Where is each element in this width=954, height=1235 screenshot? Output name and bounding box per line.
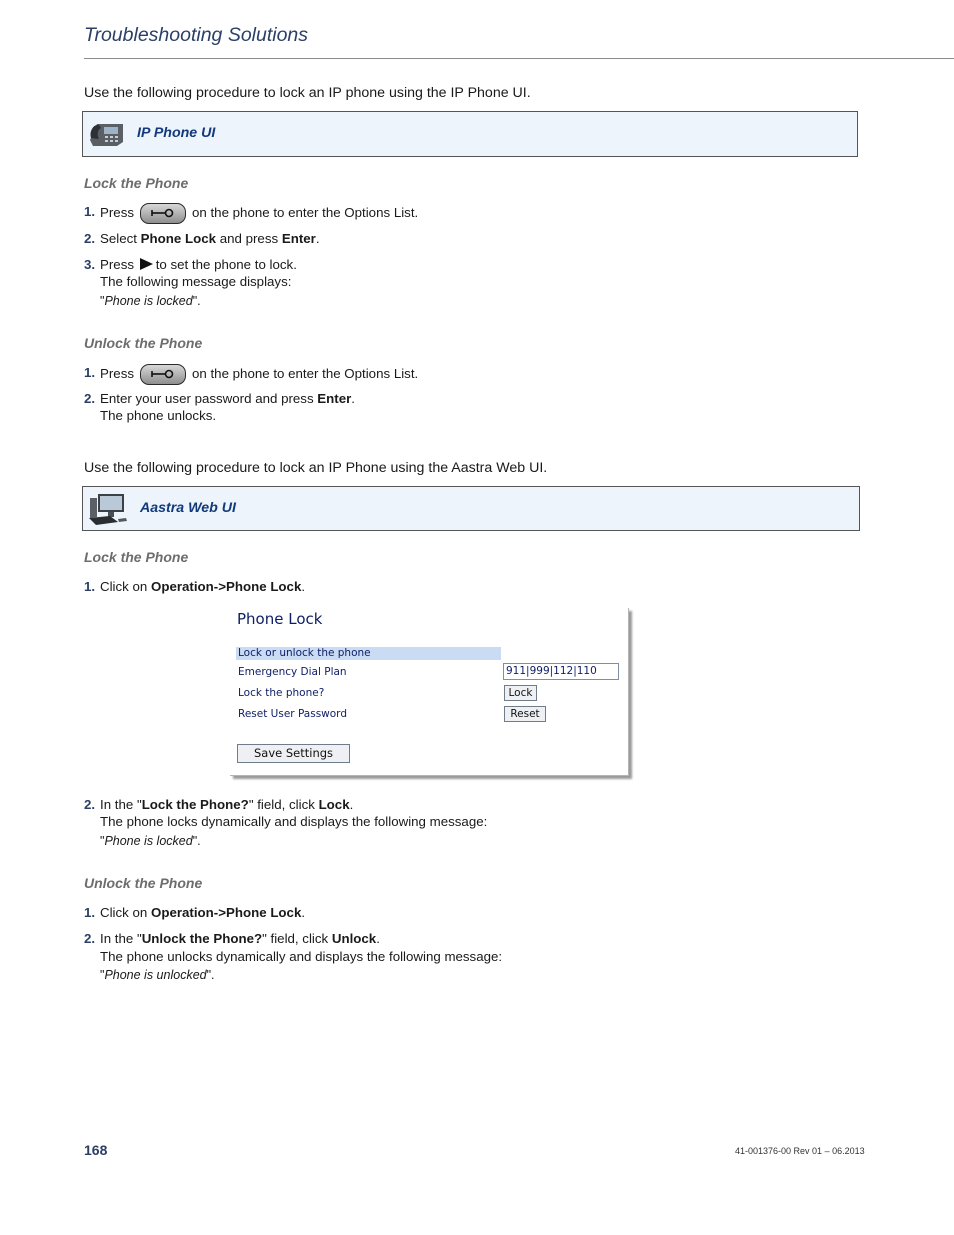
phone-lock-screenshot xyxy=(230,608,629,776)
italic-message: Phone is locked xyxy=(104,834,193,848)
bold-text: Lock the Phone? xyxy=(141,797,249,812)
text: Click on xyxy=(100,905,151,920)
step-line2: The phone unlocks dynamically and displays the following message: xyxy=(100,949,503,964)
step-number: 2. xyxy=(84,231,96,246)
italic-message: Phone is locked xyxy=(104,294,193,308)
bold-text: Unlock the Phone? xyxy=(141,931,263,946)
bold-text: Operation->Phone Lock xyxy=(151,905,302,920)
subhead-lock-phone-ui: Lock the Phone xyxy=(84,175,189,191)
emergency-dial-plan-input[interactable]: 911|999|112|110 xyxy=(503,663,619,680)
page-number: 168 xyxy=(84,1142,108,1158)
bold-text: Operation->Phone Lock xyxy=(151,579,302,594)
step-line2: The phone locks dynamically and displays the following message: xyxy=(100,814,488,829)
text: " field, click xyxy=(248,797,319,812)
subhead-lock-web-ui: Lock the Phone xyxy=(84,549,189,565)
step-text-post: on the phone to enter the Options List. xyxy=(192,366,419,382)
step-text xyxy=(100,364,418,385)
banner-aastra-web-ui-label: Aastra Web UI xyxy=(140,500,236,516)
step-message xyxy=(100,966,215,984)
text: . xyxy=(349,797,354,812)
text: Select xyxy=(100,231,141,246)
lock-button[interactable]: Lock xyxy=(504,685,537,701)
subhead-unlock-phone-ui: Unlock the Phone xyxy=(84,335,203,351)
phone-lock-title: Phone Lock xyxy=(237,610,323,628)
text: . xyxy=(376,931,380,946)
intro-web-ui: Use the following procedure to lock an IP Phone using the Aastra Web UI. xyxy=(84,460,548,476)
text: . xyxy=(351,391,355,406)
step-message xyxy=(100,292,201,310)
step-text-post: on the phone to enter the Options List. xyxy=(192,205,419,221)
text: ". xyxy=(206,968,215,982)
desk-phone-icon xyxy=(87,118,127,153)
step-text-pre: Press xyxy=(100,205,134,221)
bold-text: Unlock xyxy=(331,931,377,946)
step-text xyxy=(100,904,305,922)
step-web-lock-1 xyxy=(0,578,954,598)
step-text xyxy=(100,256,297,274)
right-arrow-key-icon xyxy=(140,258,153,270)
document-id: 41-001376-00 Rev 01 – 06.2013 xyxy=(735,1146,865,1156)
bold-text: Enter xyxy=(317,391,352,406)
step-text xyxy=(100,796,353,814)
step-number: 1. xyxy=(84,579,96,594)
emergency-dial-plan-label: Emergency Dial Plan xyxy=(238,666,347,678)
computer-monitor-icon xyxy=(88,492,128,529)
options-key-icon xyxy=(140,364,186,385)
reset-button[interactable]: Reset xyxy=(504,706,546,722)
text: In the " xyxy=(100,931,142,946)
step-text xyxy=(100,203,418,224)
text: . xyxy=(301,579,306,594)
reset-password-label: Reset User Password xyxy=(238,708,347,720)
text: ". xyxy=(192,294,201,308)
step-text xyxy=(100,230,320,248)
step-web-lock-2 xyxy=(0,796,954,852)
text: to set the phone to lock. xyxy=(155,257,297,272)
text: In the " xyxy=(100,797,142,812)
lock-phone-label: Lock the phone? xyxy=(238,687,325,699)
running-head: Troubleshooting Solutions xyxy=(84,24,309,46)
step-number: 2. xyxy=(84,931,96,946)
save-settings-button[interactable]: Save Settings xyxy=(237,744,350,763)
step-number: 2. xyxy=(84,391,96,406)
step-number: 2. xyxy=(84,797,96,812)
step-number: 1. xyxy=(84,365,96,380)
text: " xyxy=(100,968,105,982)
bold-text: Lock xyxy=(318,797,350,812)
bold-text: Phone Lock xyxy=(140,231,217,246)
step-number: 1. xyxy=(84,905,96,920)
text: and press xyxy=(216,231,282,246)
banner-ip-phone-ui xyxy=(82,111,858,157)
step-web-unlock-1 xyxy=(0,904,954,924)
step-phone-unlock-2 xyxy=(0,390,954,428)
section-header: Lock or unlock the phone xyxy=(236,647,501,660)
step-phone-lock-1 xyxy=(0,201,954,221)
banner-ip-phone-ui-label: IP Phone UI xyxy=(137,125,216,141)
banner-aastra-web-ui xyxy=(82,486,860,531)
text: Press xyxy=(100,257,134,272)
step-text-pre: Press xyxy=(100,366,134,382)
text: . xyxy=(301,905,306,920)
step-number: 1. xyxy=(84,204,96,219)
subhead-unlock-web-ui: Unlock the Phone xyxy=(84,875,203,891)
text: Click on xyxy=(100,579,151,594)
step-line2: The phone unlocks. xyxy=(100,408,217,423)
italic-message: Phone is unlocked xyxy=(104,968,207,982)
step-message xyxy=(100,832,201,850)
step-phone-lock-2 xyxy=(0,230,954,250)
step-text xyxy=(100,390,355,408)
step-phone-unlock-1 xyxy=(0,362,954,382)
text: " field, click xyxy=(262,931,332,946)
text: . xyxy=(315,231,320,246)
step-text xyxy=(100,930,380,948)
options-key-icon xyxy=(140,203,186,224)
step-line2: The following message displays: xyxy=(100,274,292,289)
text: Enter your user password and press xyxy=(100,391,318,406)
header-rule xyxy=(84,58,954,59)
text: " xyxy=(100,834,105,848)
step-text xyxy=(100,578,305,596)
text: " xyxy=(100,294,105,308)
step-phone-lock-3 xyxy=(0,256,954,312)
text: ". xyxy=(192,834,201,848)
intro-phone-ui: Use the following procedure to lock an IP phone using the IP Phone UI. xyxy=(84,85,531,101)
bold-text: Enter xyxy=(281,231,316,246)
step-number: 3. xyxy=(84,257,96,272)
step-web-unlock-2 xyxy=(0,930,954,986)
